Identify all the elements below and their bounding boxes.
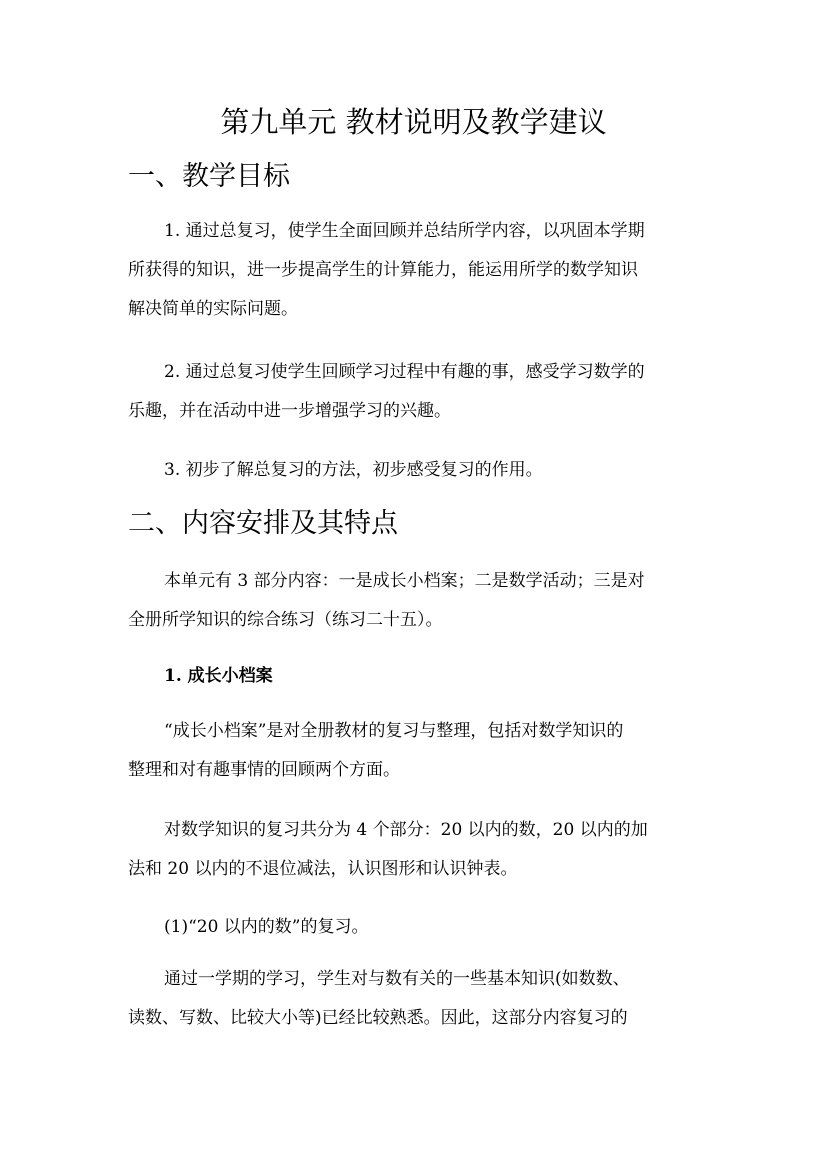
text-line: 对数学知识的复习共分为 4 个部分：20 以内的数，20 以内的加 bbox=[164, 820, 648, 840]
text-line: 2. 通过总复习使学生回顾学习过程中有趣的事，感受学习数学的 bbox=[164, 362, 645, 382]
text-line: 全册所学知识的综合练习（练习二十五）。 bbox=[128, 610, 443, 630]
review-parts-paragraph bbox=[128, 811, 700, 889]
text-line: 通过一学期的学习，学生对与数有关的一些基本知识(如数数、 bbox=[164, 969, 630, 989]
goal-paragraph-3 bbox=[128, 451, 700, 490]
text-line: 所获得的知识，进一步提高学生的计算能力，能运用所学的数学知识 bbox=[128, 260, 638, 280]
section-heading-goals: 一、教学目标 bbox=[128, 161, 290, 192]
subsection-heading-growth-file: 1. 成长小档案 bbox=[164, 666, 273, 686]
goal-paragraph-1 bbox=[128, 212, 700, 329]
text-line: “成长小档案”是对全册教材的复习与整理，包括对数学知识的 bbox=[164, 721, 624, 741]
content-intro-paragraph bbox=[128, 562, 700, 640]
goal-paragraph-2 bbox=[128, 353, 700, 431]
text-line: 乐趣，并在活动中进一步增强学习的兴趣。 bbox=[128, 401, 451, 421]
text-line: 整理和对有趣事情的回顾两个方面。 bbox=[128, 760, 400, 780]
text-line: 1. 通过总复习，使学生全面回顾并总结所学内容，以巩固本学期 bbox=[164, 221, 645, 241]
page-title: 第九单元 教材说明及教学建议 bbox=[220, 105, 607, 139]
text-line: 法和 20 以内的不退位减法，认识图形和认识钟表。 bbox=[128, 859, 518, 879]
text-line: 读数、写数、比较大小等)已经比较熟悉。因此，这部分内容复习的 bbox=[128, 1008, 628, 1028]
growth-file-paragraph bbox=[128, 712, 700, 790]
text-line: 本单元有 3 部分内容：一是成长小档案；二是数学活动；三是对 bbox=[164, 571, 645, 591]
text-line: 解决简单的实际问题。 bbox=[128, 299, 298, 319]
semester-review-paragraph bbox=[128, 960, 700, 1038]
section-heading-content: 二、内容安排及其特点 bbox=[128, 508, 398, 539]
text-line: (1)“20 以内的数”的复习。 bbox=[164, 917, 369, 937]
text-line: 3. 初步了解总复习的方法，初步感受复习的作用。 bbox=[164, 460, 543, 480]
review-item-1-paragraph bbox=[128, 908, 700, 947]
